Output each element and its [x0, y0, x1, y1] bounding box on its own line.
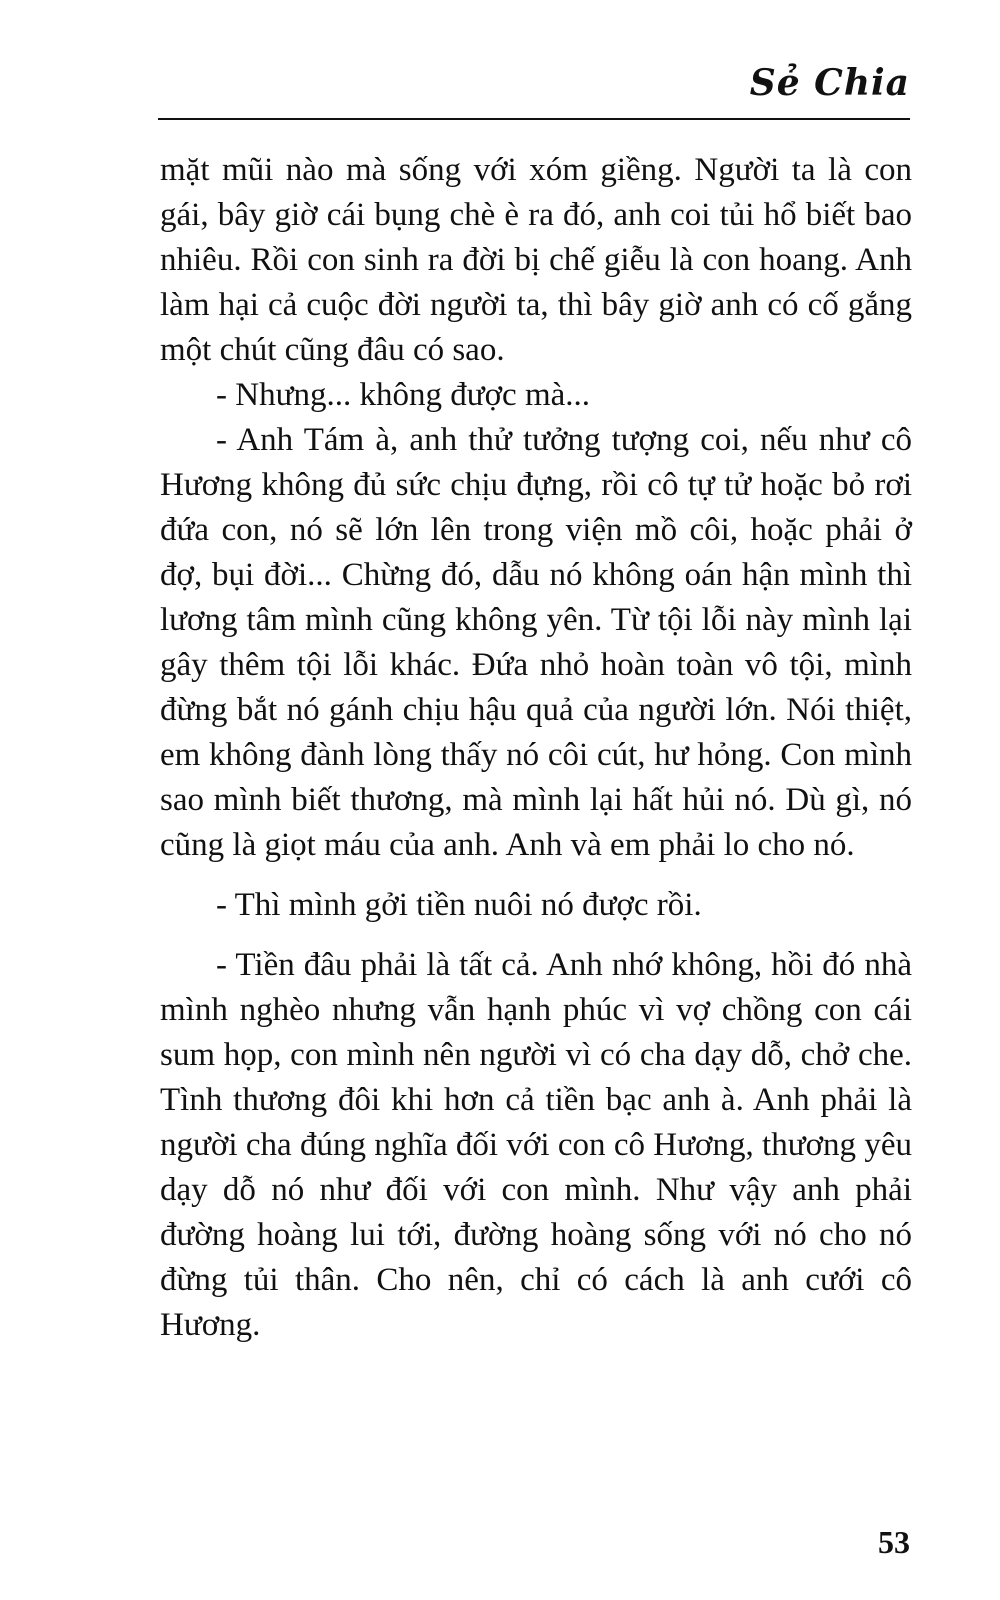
- paragraph-continuation: mặt mũi nào mà sống với xóm giềng. Người ta là con gái, bây giờ cái bụng chè è ra đó, anh coi tủi hổ biết bao nhiêu. Rồi con sinh ra đời bị chế giễu là con hoang. Anh làm hại cả cuộc đời người ta, thì bây giờ anh có cố gắng một chút cũng đâu có sao.: [160, 152, 912, 368]
- running-header-title: Sẻ Chia: [749, 62, 910, 104]
- dialogue-paragraph: - Tiền đâu phải là tất cả. Anh nhớ không, hồi đó nhà mình nghèo nhưng vẫn hạnh phúc vì vợ chồng con cái sum họp, con mình nên người vì có cha dạy dỗ, chở che. Tình thương đôi khi hơn cả tiền bạc anh à. Anh phải là người cha đúng nghĩa đối với con cô Hương, thương yêu dạy dỗ nó như đối với con mình. Như vậy anh phải đường hoàng lui tới, đường hoàng sống với nó cho nó đừng tủi thân. Cho nên, chỉ có cách là anh cưới cô Hương.: [160, 947, 912, 1343]
- page-number: 53: [878, 1524, 910, 1560]
- dialogue-paragraph: - Nhưng... không được mà...: [216, 377, 591, 413]
- body-text: [160, 148, 912, 1348]
- dialogue-paragraph: - Anh Tám à, anh thử tưởng tượng coi, nếu như cô Hương không đủ sức chịu đựng, rồi cô tự tử hoặc bỏ rơi đứa con, nó sẽ lớn lên trong viện mồ côi, hoặc phải ở đợ, bụi đời... Chừng đó, dẫu nó không oán hận mình thì lương tâm mình cũng không yên. Từ tội lỗi này mình lại gây thêm tội lỗi khác. Đứa nhỏ hoàn toàn vô tội, mình đừng bắt nó gánh chịu hậu quả của người lớn. Nói thiệt, em không đành lòng thấy nó côi cút, hư hỏng. Con mình sao mình biết thương, mà mình lại hất hủi nó. Dù gì, nó cũng là giọt máu của anh. Anh và em phải lo cho nó.: [160, 422, 912, 863]
- dialogue-paragraph: - Thì mình gởi tiền nuôi nó được rồi.: [216, 887, 702, 923]
- header-divider: [158, 118, 910, 120]
